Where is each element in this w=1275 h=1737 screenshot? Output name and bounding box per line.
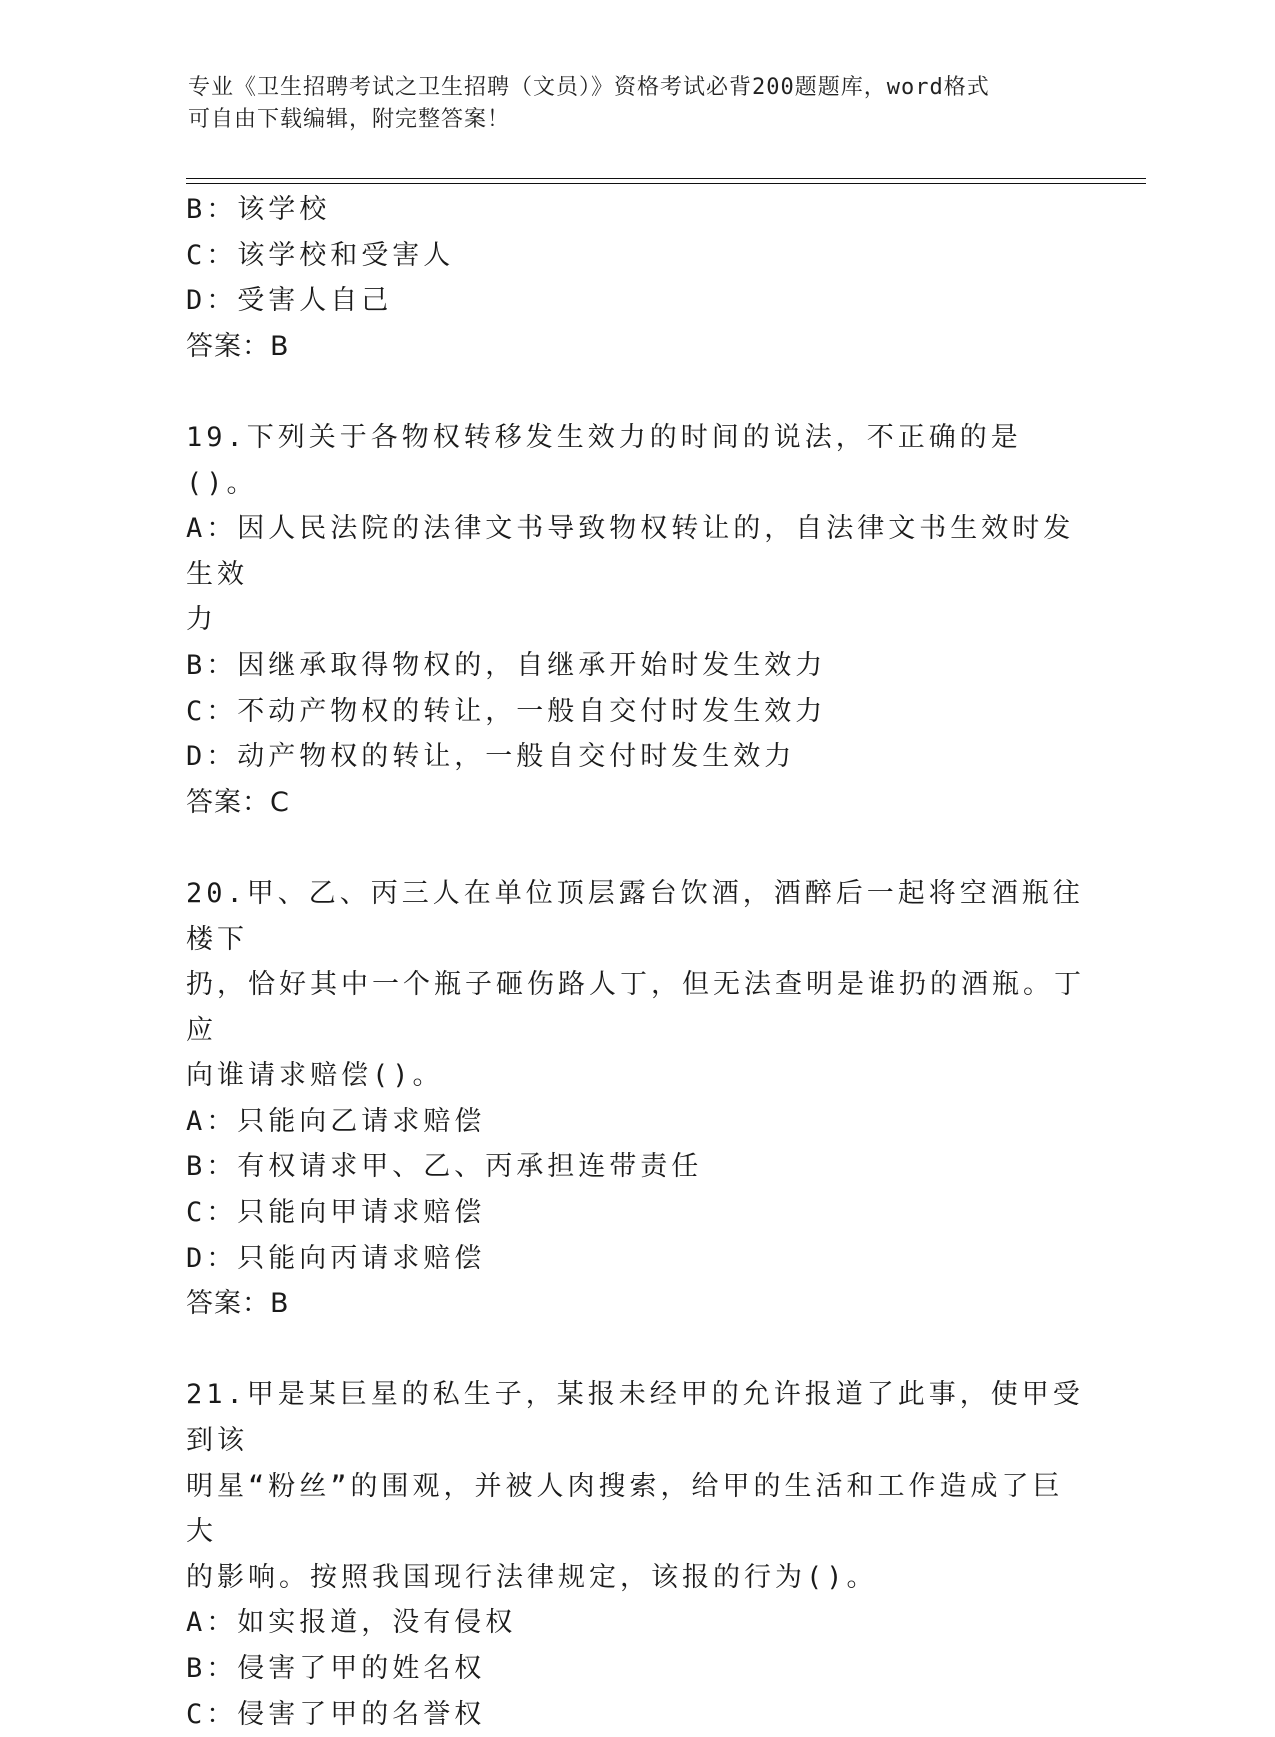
option-a: A：只能向乙请求赔偿 [186,1105,486,1137]
question-block-prev [186,187,1086,369]
option-c: C：只能向甲请求赔偿 [186,1197,486,1229]
question-stem: 21.甲是某巨星的私生子，某报未经甲的允许报道了此事，使甲受到该 [186,1379,1084,1457]
answer-text: 答案：B [186,1288,290,1320]
spacer [186,1327,1086,1373]
option-c: C：不动产物权的转让，一般自交付时发生效力 [186,695,827,727]
option-d: D：动产物权的转让，一般自交付时发生效力 [186,741,796,773]
option-b: B：侵害了甲的姓名权 [186,1653,486,1684]
header-divider-bottom [186,183,1146,184]
question-stem: 的影响。按照我国现行法律规定，该报的行为()。 [186,1561,878,1593]
option-d: D：只能向丙请求赔偿 [186,1242,486,1274]
answer-text: 答案：C [186,786,290,818]
spacer [186,369,1086,415]
question-block-20 [186,871,1086,1327]
option-b: B：该学校 [186,194,331,225]
option-b: B：有权请求甲、乙、丙承担连带责任 [186,1151,703,1183]
answer-text: 答案：B [186,330,290,362]
question-stem: 扔，恰好其中一个瓶子砸伤路人丁，但无法查明是谁扔的酒瓶。丁应 [186,969,1085,1046]
question-stem: 向谁请求赔偿()。 [186,1060,444,1092]
header-line-1: 专业《卫生招聘考试之卫生招聘（文员）》资格考试必背200题题库，word格式 [188,75,990,100]
question-stem: 20.甲、乙、丙三人在单位顶层露台饮酒，酒醉后一起将空酒瓶往楼下 [186,877,1084,955]
question-block-21 [186,1372,1086,1737]
header-divider-top [186,178,1146,179]
option-a: A：如实报道，没有侵权 [186,1607,517,1639]
question-stem: 19.下列关于各物权转移发生效力的时间的说法，不正确的是()。 [186,421,1022,499]
option-d: D：受害人自己 [186,285,393,317]
option-b: B：因继承取得物权的，自继承开始时发生效力 [186,649,827,681]
document-header [188,72,1068,136]
question-block-19 [186,415,1086,825]
header-line-2: 可自由下载编辑，附完整答案！ [188,107,511,132]
option-a: A：因人民法院的法律文书导致物权转让的，自法律文书生效时发生效 [186,513,1075,590]
option-c: C：该学校和受害人 [186,239,455,271]
question-list [186,187,1086,1737]
option-a-continued: 力 [186,604,217,636]
spacer [186,825,1086,871]
question-stem: 明星“粉丝”的围观，并被人肉搜索，给甲的生活和工作造成了巨大 [186,1470,1064,1548]
option-c: C：侵害了甲的名誉权 [186,1698,486,1730]
